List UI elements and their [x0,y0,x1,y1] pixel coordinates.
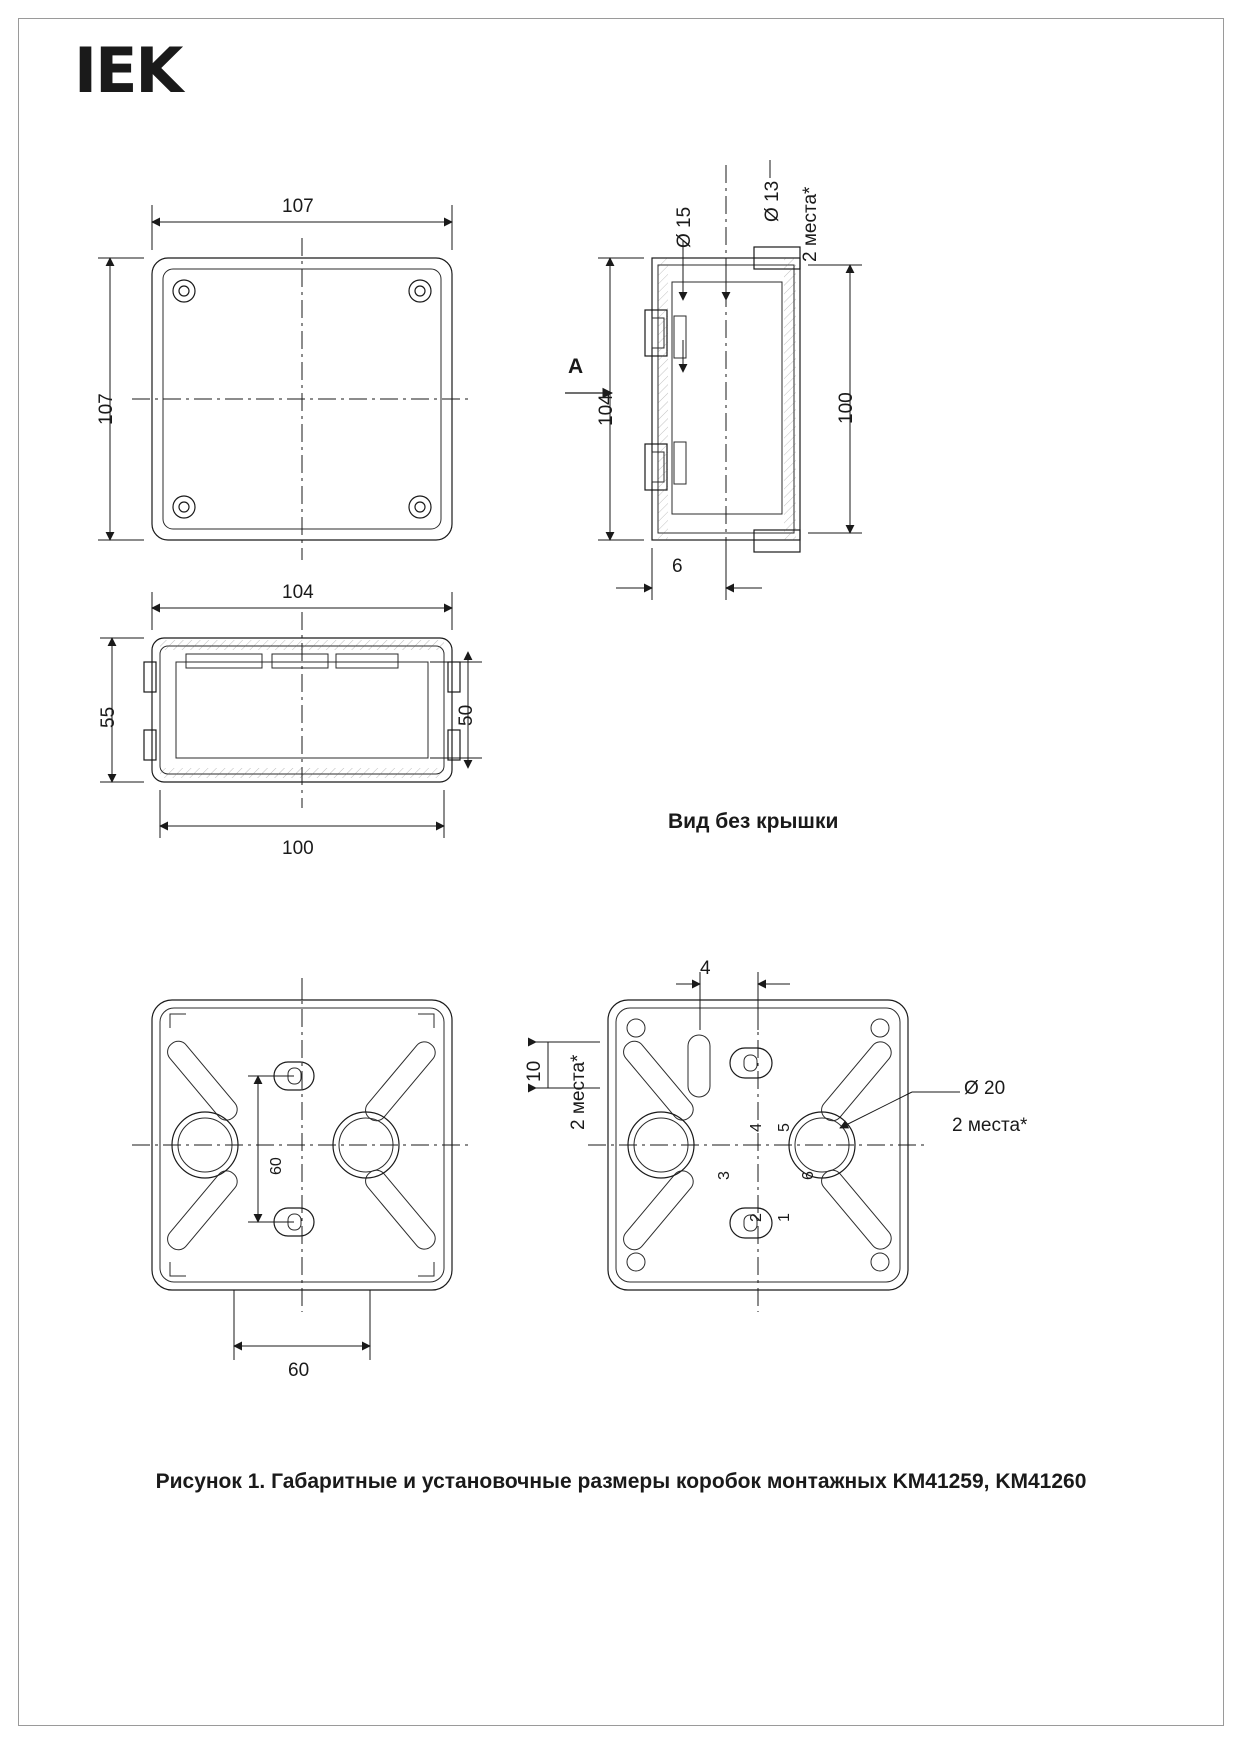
dim-side-wall: 6 [672,556,683,577]
dim-side-hole-15: Ø 15 [674,206,695,248]
dim-front-inner-height: 50 [456,704,477,726]
inner-number-6: 6 [800,1171,817,1180]
dim-entry-top-4: 4 [700,958,711,979]
top-view-group [98,205,472,560]
dim-front-outer-height: 55 [98,706,119,728]
dim-top-view-height: 107 [96,393,117,425]
dim-mount-vertical-60: 60 [268,1157,285,1175]
dim-side-hole-13: Ø 13 [762,180,783,222]
figure-caption: Рисунок 1. Габаритные и установочные размеры коробок монтажных KM41259, KM41260 [155,1470,1087,1493]
side-view-group [598,160,862,600]
iek-logo: IEK [74,34,182,107]
dim-side-inner-height: 100 [836,392,857,424]
dim-mount-horizontal-60: 60 [288,1360,310,1381]
dim-top-view-width: 107 [282,196,314,217]
inner-number-1: 1 [776,1213,793,1222]
dim-front-inner-width: 100 [282,838,314,859]
section-marker-a-top: A [568,355,584,378]
inner-number-4: 4 [748,1123,765,1132]
note-entry-left-places: 2 места* [568,1054,589,1130]
dim-front-outer-width: 104 [282,582,314,603]
view-without-cover-title: Вид без крышки [668,810,839,833]
bottom-right-view-group [536,972,960,1312]
bottom-left-view-group [132,978,472,1360]
inner-number-2: 2 [748,1213,765,1222]
dim-hole-20: Ø 20 [964,1078,1006,1099]
note-side-hole-13-places: 2 места* [800,186,821,262]
front-view-group [100,592,482,838]
note-hole-20-places: 2 места* [952,1115,1028,1136]
inner-number-3: 3 [716,1171,733,1180]
dim-side-outer-height: 104 [596,394,617,426]
inner-number-5: 5 [776,1123,793,1132]
dim-entry-left-10: 10 [524,1060,545,1082]
